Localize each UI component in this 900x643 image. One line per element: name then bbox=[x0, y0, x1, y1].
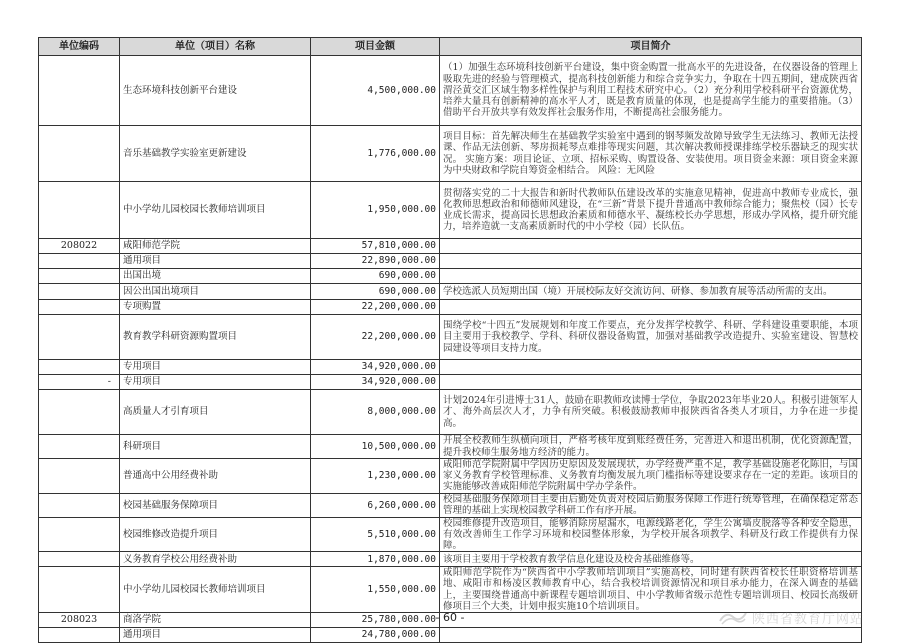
table-row bbox=[39, 254, 862, 269]
project-description: 计划2024年引进博士31人，鼓励在职教师攻读博士学位，争取2023年毕业20人。积极引进领军人才、海外高层次人才，力争有所突破。积极鼓励教师申报陕西省各类人才项目，力争在进一步提高。 bbox=[440, 390, 862, 435]
unit-code bbox=[39, 517, 120, 552]
project-name: 因公出国出境项目 bbox=[120, 284, 311, 300]
header-desc: 项目简介 bbox=[440, 38, 862, 56]
unit-code: - bbox=[39, 375, 120, 390]
project-description bbox=[440, 628, 862, 643]
unit-code bbox=[39, 360, 120, 375]
table-row bbox=[39, 493, 862, 517]
project-description bbox=[440, 254, 862, 269]
project-name: 专用项目 bbox=[120, 360, 311, 375]
project-description bbox=[440, 269, 862, 284]
project-name: 通用项目 bbox=[120, 628, 311, 643]
table-row bbox=[39, 375, 862, 390]
project-amount: 6,260,000.00 bbox=[311, 493, 440, 517]
unit-code bbox=[39, 493, 120, 517]
project-amount: 57,810,000.00 bbox=[311, 239, 440, 254]
project-amount: 34,920,000.00 bbox=[311, 375, 440, 390]
header-code: 单位编码 bbox=[39, 38, 120, 56]
project-amount: 690,000.00 bbox=[311, 269, 440, 284]
table-row bbox=[39, 628, 862, 643]
unit-code bbox=[39, 56, 120, 126]
project-description: 开展全校教师生纵横向项目，严格考核年度到账经费任务，完善进入和退出机制，优化资源配置，提升我校师生服务地方经济的能力。 bbox=[440, 435, 862, 459]
project-amount: 34,920,000.00 bbox=[311, 360, 440, 375]
table-row bbox=[39, 459, 862, 494]
project-amount: 25,780,000.00 bbox=[311, 613, 440, 628]
project-name: 校园基础服务保障项目 bbox=[120, 493, 311, 517]
project-description: 咸阳师范学院作为“陕西省中小学教师培训项目”实施高校，同时建有陕西省校长任职资格培训基地、咸阳市和杨凌区教师教育中心，结合我校培训资源情况和项目承办能力，在深入调查的基础上，主要围绕普通高中新课程专题培训项目、中小学教师省级示范性专题培训项目、校园长高级研修项目三个大类，计划申报实施10个培训项目。 bbox=[440, 567, 862, 613]
page-number: - 60 - bbox=[435, 611, 465, 624]
project-name: 商洛学院 bbox=[120, 613, 311, 628]
unit-code bbox=[39, 552, 120, 567]
table-row bbox=[39, 435, 862, 459]
project-description bbox=[440, 239, 862, 254]
table-row bbox=[39, 552, 862, 567]
project-description bbox=[440, 375, 862, 390]
project-description bbox=[440, 300, 862, 315]
unit-code bbox=[39, 390, 120, 435]
project-amount: 22,200,000.00 bbox=[311, 300, 440, 315]
project-amount: 10,500,000.00 bbox=[311, 435, 440, 459]
table-row bbox=[39, 300, 862, 315]
table-row bbox=[39, 315, 862, 360]
table-row bbox=[39, 284, 862, 300]
project-amount: 22,890,000.00 bbox=[311, 254, 440, 269]
unit-code bbox=[39, 284, 120, 300]
project-name: 中小学幼儿园校园长教师培训项目 bbox=[120, 567, 311, 613]
project-name: 普通高中公用经费补助 bbox=[120, 459, 311, 494]
project-amount: 1,550,000.00 bbox=[311, 567, 440, 613]
project-description: 贯彻落实党的二十大报告和新时代教师队伍建设改革的实施意见精神，促进高中教师专业成长，强化教师思想政治和师德师风建设，在“三新”背景下提升普通高中教师综合能力；聚焦校（园）长专业成长需求，提高园长思想政治素质和师德水平、凝练校长办学思想，形成办学风格，提升研究能力，培养造就一支高素质新时代的中小学校（园）长队伍。 bbox=[440, 182, 862, 239]
project-description: 校园基础服务保障项目主要由后勤处负责对校园后勤服务保障工作进行统筹管理，在确保稳定常态管理的基础上实现校园教学科研工作有序开展。 bbox=[440, 493, 862, 517]
project-name: 校园维修改造提升项目 bbox=[120, 517, 311, 552]
unit-code bbox=[39, 459, 120, 494]
unit-code bbox=[39, 182, 120, 239]
unit-code bbox=[39, 567, 120, 613]
table-row bbox=[39, 182, 862, 239]
table-header-row bbox=[39, 38, 862, 56]
project-name: 高质量人才引育项目 bbox=[120, 390, 311, 435]
unit-code bbox=[39, 269, 120, 284]
project-name: 义务教育学校公用经费补助 bbox=[120, 552, 311, 567]
emblem-icon bbox=[718, 607, 748, 627]
project-name: 专用项目 bbox=[120, 375, 311, 390]
table-row bbox=[39, 360, 862, 375]
unit-code bbox=[39, 628, 120, 643]
project-name: 通用项目 bbox=[120, 254, 311, 269]
project-amount: 4,500,000.00 bbox=[311, 56, 440, 126]
project-description: 咸阳师范学院附属中学因历史原因及发展现状，办学经费严重不足，教学基础设施老化陈旧，与国家义务教育学校管理标准、义务教育均衡发展九项门槛指标等建设要求存在一定的差距。该项目的实施能够改善咸阳师范学院附属中学办学条件。 bbox=[440, 459, 862, 494]
project-amount: 1,950,000.00 bbox=[311, 182, 440, 239]
project-description: （1）加强生态环境科技创新平台建设，集中资金购置一批高水平的先进设备，在仪器设备的管理上吸取先进的经验与管理模式，提高科技创新能力和综合竞争实力，争取在十四五期间，建成陕西省渭泾黄交汇区域生物多样性保护与利用工程技术研究中心。（2）充分利用学校科研平台资源优势，培养大量具有创新精神的高水平人才，既是教育质量的体现，也是提高学生能力的重要措施。（3）借助平台开放共享有效发挥社会服务作用，不断提高社会服务能力。 bbox=[440, 56, 862, 126]
project-name: 中小学幼儿园校园长教师培训项目 bbox=[120, 182, 311, 239]
project-amount: 1,230,000.00 bbox=[311, 459, 440, 494]
table-row bbox=[39, 56, 862, 126]
unit-code bbox=[39, 315, 120, 360]
project-description: 围绕学校“十四五”发展规划和年度工作要点，充分发挥学校教学、科研、学科建设重要职能，本项目主要用于我校教学、学科、科研仪器设备购置，加强对基础教学改造提升、实验室建设、智慧校园建设等项目支持力度。 bbox=[440, 315, 862, 360]
project-description: 该项目主要用于学校教育教学信息化建设及校舍基础维修等。 bbox=[440, 552, 862, 567]
project-name: 生态环境科技创新平台建设 bbox=[120, 56, 311, 126]
project-amount: 8,000,000.00 bbox=[311, 390, 440, 435]
project-name: 音乐基础教学实验室更新建设 bbox=[120, 126, 311, 182]
project-name: 出国出境 bbox=[120, 269, 311, 284]
table-row bbox=[39, 269, 862, 284]
budget-table bbox=[38, 37, 865, 643]
project-name: 教育教学科研资源购置项目 bbox=[120, 315, 311, 360]
header-name: 单位（项目）名称 bbox=[120, 38, 311, 56]
project-amount: 1,776,000.00 bbox=[311, 126, 440, 182]
project-amount: 1,870,000.00 bbox=[311, 552, 440, 567]
project-description bbox=[440, 360, 862, 375]
table-row bbox=[39, 517, 862, 552]
unit-code bbox=[39, 254, 120, 269]
project-name: 专项购置 bbox=[120, 300, 311, 315]
watermark-text: 陕西省教育厅网站 bbox=[752, 611, 865, 627]
unit-code bbox=[39, 300, 120, 315]
project-amount: 24,780,000.00 bbox=[311, 628, 440, 643]
project-amount: 22,200,000.00 bbox=[311, 315, 440, 360]
project-description: 项目目标：首先解决师生在基础教学实验室中遇到的钢琴频发故障导致学生无法练习、教师无法授课、作品无法创新、琴房损耗琴点难排等现实问题，其次解决教师授课排练学校乐器缺乏的现实状况。 实施方案：项目论证、立项、招标采购、购置设备、安装使用。项目资金来源：项目资金来源为中央财政和学院自筹资金相结合。 风险：无风险 bbox=[440, 126, 862, 182]
unit-code bbox=[39, 126, 120, 182]
project-description: 校园维修提升改造项目，能够消除房屋漏水，电源线路老化，学生公寓墙皮脱落等各种安全隐患，有效改善师生工作学习环境和校园整体形象，为学校开展各项教学、科研及行政工作提供有力保障。 bbox=[440, 517, 862, 552]
project-description: 学校选派人员短期出国（境）开展校际友好交流访问、研修、参加教育展等活动所需的支出。 bbox=[440, 284, 862, 300]
table-row bbox=[39, 239, 862, 254]
table-row bbox=[39, 126, 862, 182]
unit-code bbox=[39, 435, 120, 459]
project-name: 科研项目 bbox=[120, 435, 311, 459]
project-amount: 5,510,000.00 bbox=[311, 517, 440, 552]
project-name: 咸阳师范学院 bbox=[120, 239, 311, 254]
table-row bbox=[39, 390, 862, 435]
unit-code: 208022 bbox=[39, 239, 120, 254]
website-watermark bbox=[718, 606, 888, 628]
unit-code: 208023 bbox=[39, 613, 120, 628]
project-amount: 690,000.00 bbox=[311, 284, 440, 300]
header-amount: 项目金额 bbox=[311, 38, 440, 56]
